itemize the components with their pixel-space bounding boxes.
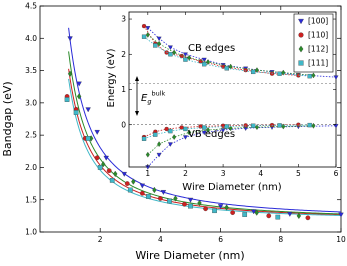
main-x-tick-label: 2 [97, 235, 103, 244]
inset-cb-point [183, 58, 187, 62]
main-point-100 [95, 130, 100, 134]
inset-vb-point [244, 123, 248, 127]
main-y-tick-label: 2.5 [25, 130, 37, 140]
inset-y-tick-label: 2 [121, 49, 126, 59]
main-point-112 [131, 179, 135, 185]
main-point-110 [267, 214, 271, 218]
main-point-110 [107, 168, 111, 172]
main-point-112 [152, 187, 156, 193]
inset-vb-point [153, 133, 157, 137]
main-y-tick-label: 3.0 [25, 98, 37, 108]
main-point-100 [86, 108, 91, 112]
inset-panel [106, 12, 339, 193]
inset-cb-point [202, 62, 206, 66]
inset-vb-point [165, 127, 169, 131]
main-point-111 [128, 188, 132, 192]
main-y-tick-label: 4.0 [25, 33, 37, 43]
inset-x-tick-label: 5 [295, 169, 301, 178]
main-point-110 [125, 181, 129, 185]
inset-cb-label: CB edges [188, 43, 236, 54]
inset-y-tick-label: 3 [121, 14, 126, 24]
inset-vb-label: VB edges [188, 129, 236, 140]
main-point-111 [188, 204, 192, 208]
inset-cb-point [142, 35, 146, 39]
inset-vb-point [183, 127, 187, 131]
main-y-tick-label: 1.0 [25, 227, 37, 237]
legend-label-110: [110] [308, 30, 329, 40]
main-y-tick-label: 3.5 [25, 66, 37, 76]
legend-label-100: [100] [308, 16, 329, 26]
inset-x-tick-label: 2 [183, 169, 188, 178]
main-point-111 [212, 208, 216, 212]
main-point-111 [146, 194, 150, 198]
main-point-100 [140, 184, 145, 188]
inset-cb-point [251, 70, 255, 74]
main-point-111 [276, 215, 280, 219]
main-point-111 [86, 136, 90, 140]
legend [294, 14, 333, 72]
main-x-tick-label: 8 [278, 235, 284, 244]
main-x-tick-label: 10 [336, 235, 346, 244]
main-x-tick-label: 6 [218, 235, 223, 244]
inset-vb-point [168, 129, 172, 133]
main-point-110 [203, 207, 207, 211]
main-y-axis-label: Bandgap (eV) [1, 81, 14, 157]
inset-x-tick-label: 1 [145, 169, 151, 178]
legend-marker-110 [299, 33, 304, 38]
inset-vb-point [225, 124, 229, 128]
main-point-110 [140, 191, 144, 195]
inset-cb-point [270, 72, 274, 76]
main-y-tick-label: 2.0 [25, 163, 37, 173]
inset-x-tick-label: 3 [220, 169, 226, 178]
main-point-111 [242, 212, 246, 216]
legend-label-111: [111] [308, 58, 329, 68]
inset-cb-point [225, 66, 229, 70]
inset-y-tick-label: 1 [121, 85, 126, 95]
main-point-110 [158, 196, 162, 200]
main-point-100 [68, 37, 73, 41]
main-point-111 [167, 199, 171, 203]
inset-x-axis-label: Wire Diameter (nm) [182, 182, 282, 193]
inset-cb-point [278, 72, 282, 76]
main-point-111 [74, 110, 78, 114]
main-point-100 [188, 198, 193, 202]
main-point-110 [182, 202, 186, 206]
inset-y-tick-label: 0 [121, 120, 126, 130]
inset-cb-point [142, 24, 146, 28]
inset-y-axis-label: Energy (eV) [106, 48, 117, 108]
inset-cb-point [308, 74, 312, 78]
inset-vb-point [308, 123, 312, 127]
inset-vb-point [278, 123, 282, 127]
inset-vb-point [142, 137, 146, 141]
inset-vb-point [221, 124, 225, 128]
legend-marker-111 [299, 61, 304, 66]
main-y-tick-label: 1.5 [25, 195, 37, 205]
inset-cb-point [153, 43, 157, 47]
main-point-110 [230, 210, 234, 214]
inset-x-tick-label: 4 [258, 169, 264, 178]
legend-label-112: [112] [308, 44, 329, 54]
gap-label: $E_g^{bulk}$ [141, 89, 166, 106]
main-point-111 [98, 165, 102, 169]
inset-cb-point [168, 52, 172, 56]
inset-vb-point [251, 124, 255, 128]
main-point-110 [95, 156, 99, 160]
main-y-tick-label: 4.5 [25, 1, 37, 11]
main-point-111 [110, 178, 114, 182]
main-point-110 [306, 216, 310, 220]
inset-x-tick-label: 6 [333, 169, 339, 178]
main-point-111 [65, 97, 69, 101]
main-x-axis-label: Wire Diameter (nm) [135, 249, 245, 262]
main-x-tick-label: 4 [158, 235, 163, 244]
